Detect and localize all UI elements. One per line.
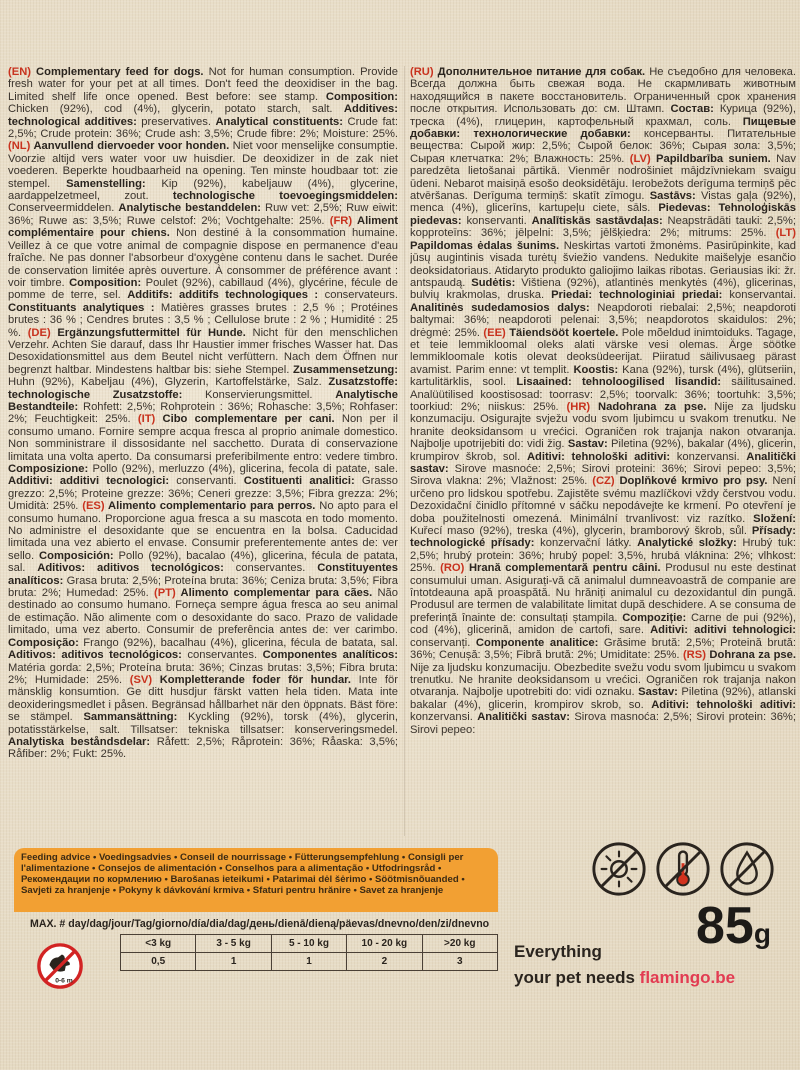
language-code: (IT)	[137, 413, 156, 426]
label-text: Není určeno pro lidskou spotřebu. Zajistěte svému mazlíčkovi vždy čerstvou vodu. Dezoxidační činidlo přítomné v sáčku nepodávejte ke krmení. Po otevření je doba použitelnosti omezená. Minimální trvanlivost: viz razítko.	[410, 475, 796, 525]
label-heading: Analitinės sudedamosios dalys:	[410, 301, 590, 314]
label-heading: Analytické složky:	[637, 537, 737, 550]
label-text: Kana (92%), tursk (4%), glütseriin, kartulitärklis, sool.	[410, 363, 796, 389]
language-code: (EN)	[8, 66, 31, 78]
label-text: konservantai.	[722, 289, 796, 302]
feeding-advice-panel	[14, 848, 498, 1010]
label-text: Nav paredzēta lietošanai pārtikā. Vienmēr nodrošiniet mājdzīvniekam svaigu ūdeni. Nebarot maisiņā esošo deoksidētāju. Ierobežots derīguma termiņš pēc atvēršanas. Derīguma termiņš: skatīt zīmogu.	[410, 152, 796, 203]
label-text: conservateurs.	[318, 289, 398, 302]
label-text: conservanți.	[410, 636, 476, 649]
label-heading: Analytiska beståndsdelar:	[8, 735, 151, 748]
label-text: Grasa bruta: 2,5%; Proteína bruta: 36%; Ceniza bruta: 3,5%; Fibra bruta: 2%; Humedad: 25%.	[8, 574, 398, 600]
label-text: Poulet (92%), cabillaud (4%), glycérine, fécule de pomme de terre, sel.	[8, 276, 398, 302]
label-text: Piletina (92%), bakalar (4%), glicerin, krumpirov škrob, sol.	[410, 438, 796, 463]
label-heading: Additivi: additivi tecnologici:	[8, 475, 170, 488]
language-code: (RU)	[410, 66, 434, 78]
label-heading: Papildomas ėdalas šunims.	[410, 239, 560, 252]
temperature-icon	[654, 840, 712, 898]
label-text: Neapdoroti riebalai: 2,5%; neapdoroti baltymai: 36%; neapdoroti pelenai: 3,5%; neapdorotos skaidulos: 2%; drėgmė: 25%.	[410, 301, 796, 339]
label-heading: Přísady: technologické přísady:	[410, 525, 796, 550]
no-puppy-icon	[36, 942, 84, 990]
label-text: Piletina (92%), atlanski bakalar (4%), glicerin, krompirov skrob, so.	[410, 686, 796, 711]
label-heading: Constituyentes analíticos:	[8, 562, 398, 587]
label-heading: Sastav:	[638, 686, 678, 699]
table-cell: 10 - 20 kg	[347, 935, 422, 953]
label-text: Non per il consumo umano. Fornire sempre acqua fresca al proprio animale domestico. Non somministrare il dissosidante nel sacchetto. Durata di conservazione limitata una volta aperto. Da consumarsi preferibilmente entro: vedere timbro.	[8, 413, 398, 463]
label-heading: Täiendsööt koertele.	[505, 326, 619, 339]
label-heading: Aliment complémentaire pour chiens.	[8, 214, 398, 240]
label-text: Neapstrādāti tauki: 2,5%; kopproteīns: 36%; jēlpelni: 3,5%; jēlšķiedra: 2%; mitrums: 25%.	[410, 214, 796, 240]
table-cell: 5 - 10 kg	[271, 935, 346, 953]
label-text: Pole mõeldud inimtoiduks. Tagage, et teie lemmikloomal oleks alati värske vesi olemas. Ärge söötke lemmikloomale kotis olevat deoksüdeerijat. Piiratud säilivusaeg pärast avamist. Parim enne: vt templit.	[410, 326, 796, 376]
label-text: konzervační látky.	[534, 537, 638, 550]
label-text: No apto para el consumo humano. Proporcione agua fresca a su mascota en todo momento. No administre el desoxidante que se encuentra en la bolsa. Caducidad limitada una vez abierto el envase. Consumir preferentemente antes de: ver sello.	[8, 500, 398, 562]
table-cell: 0,5	[121, 953, 196, 971]
label-text: Nicht für den menschlichen Verzehr. Achten Sie darauf, dass Ihr Haustier immer frisches Wasser hat. Das Desoxidationsmittel aus dem Beutel nicht verfüttern. Nach dem Öffnen nur begrenzt haltbar. Mindestens haltbar bis: siehe Stempel.	[8, 326, 398, 376]
label-text: Nije za ljudsku konzumaciju. Obezbedite svežu vodu svom ljubimcu u svakom trenutku. Ne hranite deoksidansom u vrećici. Ograničen rok trajanja nakon otvaranja. Najbolje upotrebiti do: vidi oznaku.	[410, 661, 796, 699]
brand-link[interactable]: flamingo.be	[639, 968, 736, 987]
label-heading: Analytische bestanddelen:	[118, 202, 262, 215]
language-code: (RS)	[682, 649, 706, 662]
net-weight-value: 85	[696, 897, 754, 955]
label-text: Не съедобно для человека. Всегда должна быть свежая вода. Не скармливать животным находящийся в пакете восстановитель. Ограниченный срок хранения после открытия. Использовать до: см. Штамп.	[410, 66, 796, 116]
label-text: Nije za ljudsku konzumaciju. Osigurajte svježu vodu svom ljubimcu u svakom trenutku. Ne hranite deoksidansom u vrećici. Ograničen rok trajanja nakon otvaranja. Najbolje upotrijebiti do: vidi žig.	[410, 400, 796, 451]
label-heading: Aditivos: aditivos tecnológicos:	[8, 649, 182, 662]
feeding-table	[120, 934, 498, 971]
table-cell: <3 kg	[121, 935, 196, 953]
label-text: conservantes.	[181, 649, 263, 662]
label-heading: Samenstelling:	[66, 177, 146, 190]
label-heading: Componentes analíticos:	[262, 649, 398, 662]
label-heading: Дополнительное питание для собак.	[433, 66, 646, 78]
label-text: Produsul nu este destinat consumului uman. Asigurați-vă că animalul dumneavoastră de companie are întotdeauna apă proaspătă. Nu hrăniți animalul cu dezoxidantul din pungă. Produsul are termen de valabilitate limitat după deschidere. A se consuma de preferință înainte de: consultați ștampila.	[410, 562, 796, 624]
label-text: Vistas gaļa (92%), menca (4%), glicerīns, kartupeļu ciete, sāls.	[410, 190, 796, 215]
label-text: konzervansi.	[410, 711, 478, 724]
label-heading: Analitički sastav:	[410, 450, 796, 475]
slogan-line-2	[514, 968, 735, 988]
label-heading: Analitički sastav:	[477, 711, 570, 724]
label-text: Non destiné à la consommation humaine. Veillez à ce que votre animal de compagnie dispose en permanence d'eau fraîche. Ne pas donner l'absorbeur d'oxygène contenu dans le sachet. Durée de conservation limitée après ouverture. À consommer de préférence avant : voir timbre.	[8, 227, 398, 289]
keep-dry-icon	[590, 840, 648, 898]
label-heading: Alimento complementario para perros.	[104, 500, 316, 513]
label-heading: Analītiskās sastāvdaļas:	[531, 214, 663, 227]
label-heading: Nadohrana za pse.	[590, 400, 707, 413]
label-heading: Doplňkové krmivo pro psy.	[614, 475, 768, 488]
table-cell: 1	[196, 953, 271, 971]
language-code: (NL)	[8, 140, 31, 153]
label-heading: Constituants analytiques :	[8, 301, 155, 314]
label-text: conservanti.	[169, 475, 244, 488]
label-text: preservatives.	[136, 115, 216, 128]
label-heading: Aditivos: aditivos tecnológicos:	[37, 562, 224, 575]
slogan-text: your pet needs	[514, 968, 635, 987]
language-code: (SV)	[129, 673, 153, 686]
label-heading: Additifs: additifs technologiques :	[127, 289, 319, 302]
label-heading: Kompletterande foder för hundar.	[152, 673, 352, 686]
text-column-left	[8, 66, 398, 836]
label-text: Niet voor menselijke consumptie. Voorzie altijd vers water voor uw huisdier. De deoxidizer in de zak niet voederen. Beperkte houdbaarheid na opening. Ten minste houdbaar tot: zie stempel.	[8, 140, 398, 190]
label-text: Pollo (92%), merluzzo (4%), glicerina, fecola di patate, sale.	[88, 463, 398, 475]
label-text: Hrubý tuk: 2,5%; hrubý protein: 36%; hrubý popel: 3,5%, hrubá vláknina: 2%; vlhkost: 25%.	[410, 537, 796, 575]
language-code: (FR)	[329, 214, 353, 227]
label-heading: Papildbarība suniem.	[650, 152, 771, 165]
feeding-advice-header: Feeding advice • Voedingsadvies • Conseil de nourrissage • Fütterungsempfehlung • Consigli per l'alimentazione • Consejos de alimentación • Conselhos para a alimentação • Utfodringsråd • Рекомендации по кормлению • Barošanas ieteikumi • Patarimai dėl šėrimo • Söötmisnõuanded • Savjeti za hranjenje • Pokyny k dávkování krmiva • Sfaturi pentru hrănire • Savet za hranjenje	[14, 848, 498, 912]
label-text: Rohfett: 2,5%; Rohprotein : 36%; Rohasche: 3,5%; Rohfaser: 2%; Feuchtigkeit: 25%.	[8, 400, 398, 426]
table-cell: 3	[422, 953, 497, 971]
label-heading: Dohrana za pse.	[705, 649, 796, 662]
net-weight-unit: g	[753, 918, 771, 949]
label-heading: Aditivi: aditivi tehnologici:	[650, 624, 796, 637]
label-text: Grasso grezzo: 2,5%; Proteine grezze: 36%; Ceneri grezze: 3,5%; Fibra grezza: 2%; Umidità: 25%.	[8, 475, 398, 513]
label-text: Huhn (92%), Kabeljau (4%), Glyzerin, Kartoffelstärke, Salz.	[8, 376, 329, 389]
label-heading: Пищевые добавки: технологические добавки:	[410, 115, 796, 141]
label-text: Grăsime brută: 2,5%; Proteină brută: 36%; Cenușă: 3,5%; Fibră brută: 2%; Umiditate: 25%.	[410, 636, 796, 662]
label-heading: Componente analitice:	[475, 636, 599, 649]
table-row-amounts	[121, 953, 498, 971]
label-text: Matéria gorda: 2,5%; Proteína bruta: 36%; Cinzas brutas: 3,5%; Fibra bruta: 2%; Humidade: 25%.	[8, 661, 398, 686]
label-heading: Sastav:	[567, 438, 608, 451]
label-heading: Analytische Bestandteile:	[8, 388, 398, 413]
label-text: Frango (92%), bacalhau (4%), glicerina, fécula de batata, sal.	[78, 636, 398, 649]
language-code: (LT)	[775, 227, 796, 240]
label-heading: Piedevas: Tehnoloģiskās piedevas:	[410, 202, 796, 227]
label-heading: Ergänzungsfuttermittel für Hunde.	[50, 326, 246, 339]
column-divider	[404, 66, 405, 836]
label-text: Kip (92%), kabeljauw (4%), glycerine, aardappelzetmeel, zout.	[8, 177, 398, 203]
label-text: Råfett: 2,5%; Råprotein: 36%; Råaska: 3,5%; Råfiber: 2%; Fukt: 25%.	[8, 735, 398, 761]
label-text: Crude fat: 2,5%; Crude protein: 36%; Crude ash: 3,5%; Crude fibre: 2%; Moisture: 25%.	[8, 115, 398, 141]
label-text: Conserveermiddelen.	[8, 202, 119, 215]
label-text: Not for human consumption. Provide fresh water for your pet at all times. Don't feed the deoxidiser in the bag. Limited shelf life once opened. Best before: see stamp.	[8, 66, 398, 103]
label-text: Inte för mänsklig konsumtion. Ge ditt husdjur färskt vatten hela tiden. Mata inte deoxideringsmedlet i påsen. Begränsad hållbarhet när den öppnats. Bäst före: se stämpel.	[8, 673, 398, 724]
label-heading: Koostis:	[573, 363, 619, 376]
label-text: Chicken (92%), cod (4%), glycerin, potato starch, salt.	[8, 103, 344, 116]
label-heading: Cibo complementare per cani.	[155, 413, 335, 426]
language-code: (RO)	[440, 562, 465, 575]
puppy-age-label: 0-6 m	[55, 977, 73, 985]
label-text: Pollo (92%), bacalao (4%), glicerina, fécula de patata, sal.	[8, 549, 398, 575]
label-text: консерванты. Питательные вещества: Сырой жир: 2,5%; Сырой белок: 36%; Сырая зола: 3,5%; Сырая клетчатка: 2%; Влажность: 25%.	[410, 128, 796, 165]
language-code: (EE)	[483, 326, 506, 339]
label-heading: Composição:	[8, 636, 79, 649]
label-heading: Priedai: technologiniai priedai:	[551, 289, 723, 302]
label-text: Kyckling (92%), torsk (4%), glycerin, potatisstärkelse, salt. Tillsatser: tekniska tillsatser: konserveringsmedel.	[8, 711, 398, 736]
label-heading: Lisaained: tehnoloogilised lisandid:	[516, 376, 721, 389]
label-heading: Composition:	[325, 90, 398, 103]
label-heading: Zusatzstoffe: technologische Zusatzstoffe:	[8, 376, 398, 401]
label-text: conservantes.	[223, 562, 318, 575]
label-text: Não destinado ao consumo humano. Forneça sempre água fresca ao seu animal de estimação. Não alimente com o desoxidante do saco. Prazo de validade limitado, uma vez aberto. Consumir de preferência antes de: ver carimbo.	[8, 587, 398, 637]
language-code: (PT)	[153, 587, 176, 600]
language-code: (CZ)	[592, 475, 615, 488]
language-code: (HR)	[566, 400, 591, 413]
max-per-day-label: MAX. # day/dag/jour/Tag/giorno/día/dia/dag/день/dienā/dieną/päevas/dnevno/den/zi/dnevno	[30, 918, 490, 930]
label-text: Sirova masnoća: 2,5%; Sirovi protein: 36%; Sirovi pepeo:	[410, 711, 796, 736]
label-heading: Sammansättning:	[83, 711, 178, 724]
label-text: Курица (92%), треска (4%), глицерин, картофельный крахмал, соль.	[410, 103, 796, 128]
label-text: Neskirtas vartoti žmonėms. Pasirūpinkite, kad jūsų augintinis visada turėtų šviežio vandens. Nedukite maišelyje esančio deoksidatoriaus. Atidaryto produkto galiojimo laikas ribotas. Geriausias iki: žr. antspaudą.	[410, 239, 796, 289]
label-heading: Aditivi: tehnološki aditivi:	[651, 698, 796, 711]
label-heading: Složení:	[753, 512, 796, 525]
label-heading: Aditivi: tehnološki aditivi:	[526, 450, 671, 463]
label-text: Carne de pui (92%), cod (4%), glicerină, amidon de cartofi, sare.	[410, 611, 796, 637]
label-text: Kuřecí maso (92%), treska (4%), glycerin, bramborový škrob, sůl.	[410, 525, 752, 538]
label-heading: Compoziție:	[622, 611, 687, 624]
label-text: konzervansi.	[670, 450, 747, 463]
label-heading: Sudėtis:	[471, 276, 516, 289]
language-code: (LV)	[629, 152, 651, 165]
language-code: (DE)	[27, 326, 51, 339]
table-cell: >20 kg	[422, 935, 497, 953]
label-text: Konservierungsmittel.	[182, 388, 336, 401]
table-row-weights	[121, 935, 498, 953]
slogan-line-1: Everything	[514, 942, 602, 961]
label-heading: Sastāvs:	[649, 190, 696, 203]
label-text: säilitusained. Analüütilised koostisosad: toorrasv: 2,5%; toorvalk: 36%; toortuhk: 3,5%; toorkiud: 2%; niiskus: 25%.	[410, 376, 796, 413]
text-column-right	[410, 66, 796, 836]
table-cell: 1	[271, 953, 346, 971]
no-wet-icon	[718, 840, 776, 898]
label-heading: technologische toevoegingsmiddelen:	[172, 190, 398, 203]
label-heading: Composition:	[69, 276, 142, 289]
label-text: Ruw vet: 2,5%; Ruw eiwit: 36%; Ruwe as: 3,5%; Ruwe celstof: 2%; Vochtgehalte: 25%.	[8, 202, 398, 227]
label-heading: Costituenti analitici:	[243, 475, 355, 488]
net-weight	[696, 898, 771, 962]
label-text: Vištiena (92%), atlantinės menkytės (4%), glicerinas, bulvių krakmolas, druska.	[410, 276, 796, 302]
language-code: (ES)	[82, 500, 105, 513]
label-heading: Zusammensetzung:	[292, 363, 398, 376]
label-heading: Состав:	[670, 103, 714, 116]
table-cell: 3 - 5 kg	[196, 935, 271, 953]
label-heading: Composizione:	[8, 463, 89, 475]
label-heading: Analytical constituents:	[215, 115, 344, 128]
label-heading: Hrană complementară pentru câini.	[464, 562, 661, 575]
label-heading: Alimento complementar para cães.	[175, 587, 373, 600]
label-text: konservanti.	[461, 214, 532, 227]
label-text: Matières grasses brutes : 2,5 % ; Protéines brutes : 36 % ; Cendres brutes : 3,5 % ; Cellulose brute : 2 % ; Humidité : 25 %.	[8, 301, 398, 339]
label-text: Sirove masnoće: 2,5%; Sirovi proteini: 36%; Sirovi pepeo: 3,5%; Sirova vlakna: 2%; Vlažnost: 25%.	[410, 463, 796, 488]
label-heading: Complementary feed for dogs.	[31, 66, 204, 78]
label-heading: Aanvullend diervoeder voor honden.	[30, 140, 230, 153]
label-heading: Additives: technological additives:	[8, 103, 398, 128]
table-cell: 2	[347, 953, 422, 971]
label-heading: Composición:	[39, 549, 114, 562]
